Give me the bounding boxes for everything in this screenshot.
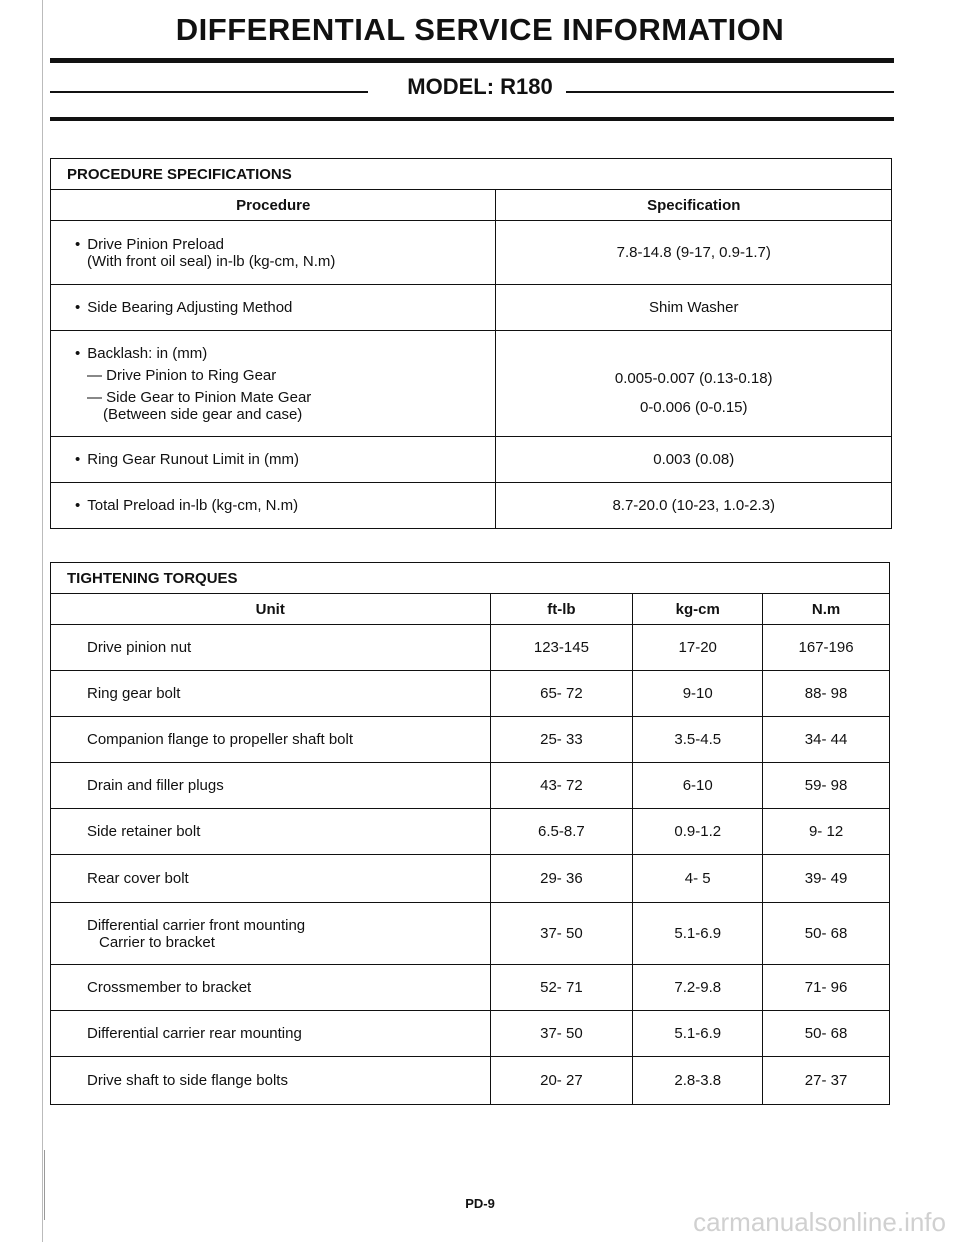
procedure-subtext: (Between side gear and case) — [103, 405, 303, 423]
col-header-ft-lb: ft-lb — [490, 594, 633, 625]
spec-value: 8.7-20.0 (10-23, 1.0-2.3) — [496, 483, 892, 529]
ft-lb-value: 65- 72 — [490, 671, 633, 717]
n-m-value: 59- 98 — [763, 763, 890, 809]
col-header-kg-cm: kg-cm — [633, 594, 763, 625]
unit-label: Drain and filler plugs — [51, 763, 491, 809]
procedure-text: • Side Bearing Adjusting Method — [75, 299, 481, 316]
ft-lb-value: 20- 27 — [490, 1057, 633, 1105]
n-m-value: 9- 12 — [763, 809, 890, 855]
kg-cm-value: 17-20 — [633, 625, 763, 671]
n-m-value: 167-196 — [763, 625, 890, 671]
procedure-text: • Total Preload in-lb (kg-cm, N.m) — [75, 497, 481, 514]
procedure-text: • Backlash: in (mm) — [75, 345, 481, 362]
table-row — [51, 437, 892, 483]
ft-lb-value: 6.5-8.7 — [490, 809, 633, 855]
unit-label: Drive pinion nut — [51, 625, 491, 671]
kg-cm-value: 2.8-3.8 — [633, 1057, 763, 1105]
page-number: PD-9 — [465, 1196, 495, 1211]
n-m-value: 34- 44 — [763, 717, 890, 763]
ft-lb-value: 37- 50 — [490, 903, 633, 965]
procedure-specifications-table — [50, 158, 892, 529]
torques-caption: TIGHTENING TORQUES — [51, 563, 890, 594]
n-m-value: 39- 49 — [763, 855, 890, 903]
model-rule-right — [566, 91, 894, 93]
table-row — [51, 809, 890, 855]
spec-value: 0.005-0.007 (0.13-0.18) — [614, 369, 773, 387]
title-rule-bottom — [50, 117, 894, 121]
spec-value: 0.003 (0.08) — [496, 437, 892, 483]
unit-sublabel: Carrier to bracket — [99, 933, 215, 951]
n-m-value: 27- 37 — [763, 1057, 890, 1105]
n-m-value: 71- 96 — [763, 965, 890, 1011]
ft-lb-value: 123-145 — [490, 625, 633, 671]
watermark: carmanualsonline.info — [693, 1207, 946, 1237]
kg-cm-value: 0.9-1.2 — [633, 809, 763, 855]
unit-label: Ring gear bolt — [51, 671, 491, 717]
kg-cm-value: 5.1-6.9 — [633, 903, 763, 965]
unit-label: Drive shaft to side flange bolts — [51, 1057, 491, 1105]
table-row — [51, 1057, 890, 1105]
spec-value: Shim Washer — [496, 285, 892, 331]
col-header-specification: Specification — [496, 190, 892, 221]
model-label: MODEL: R180 — [407, 74, 553, 99]
kg-cm-value: 4- 5 — [633, 855, 763, 903]
unit-label: Crossmember to bracket — [51, 965, 491, 1011]
table-row — [51, 717, 890, 763]
procedure-text: • Ring Gear Runout Limit in (mm) — [75, 451, 481, 468]
unit-label: Differential carrier rear mounting — [51, 1011, 491, 1057]
kg-cm-value: 6-10 — [633, 763, 763, 809]
table-row — [51, 285, 892, 331]
procedure-subtext: — Side Gear to Pinion Mate Gear — [87, 388, 312, 406]
procedure-specs-caption: PROCEDURE SPECIFICATIONS — [51, 159, 892, 190]
table-row — [51, 625, 890, 671]
kg-cm-value: 7.2-9.8 — [633, 965, 763, 1011]
ft-lb-value: 37- 50 — [490, 1011, 633, 1057]
binding-margin-line — [42, 0, 43, 1242]
tightening-torques-table — [50, 562, 890, 1105]
page-title: DIFFERENTIAL SERVICE INFORMATION — [175, 12, 785, 47]
unit-label: Companion flange to propeller shaft bolt — [51, 717, 491, 763]
col-header-n-m: N.m — [763, 594, 890, 625]
ft-lb-value: 29- 36 — [490, 855, 633, 903]
table-row — [51, 965, 890, 1011]
ft-lb-value: 52- 71 — [490, 965, 633, 1011]
table-row — [51, 855, 890, 903]
kg-cm-value: 3.5-4.5 — [633, 717, 763, 763]
table-row — [51, 671, 890, 717]
table-row — [51, 1011, 890, 1057]
procedure-subtext: (With front oil seal) in-lb (kg-cm, N.m) — [87, 252, 336, 270]
col-header-unit: Unit — [51, 594, 491, 625]
ft-lb-value: 43- 72 — [490, 763, 633, 809]
kg-cm-value: 9-10 — [633, 671, 763, 717]
col-header-procedure: Procedure — [51, 190, 496, 221]
title-rule-top — [50, 58, 894, 63]
table-row — [51, 763, 890, 809]
n-m-value: 88- 98 — [763, 671, 890, 717]
spec-value: 7.8-14.8 (9-17, 0.9-1.7) — [496, 221, 892, 285]
procedure-text: • Drive Pinion Preload — [75, 236, 481, 253]
procedure-subtext: — Drive Pinion to Ring Gear — [87, 366, 277, 384]
n-m-value: 50- 68 — [763, 903, 890, 965]
unit-label: Side retainer bolt — [51, 809, 491, 855]
table-row — [51, 331, 892, 437]
unit-label: Rear cover bolt — [51, 855, 491, 903]
n-m-value: 50- 68 — [763, 1011, 890, 1057]
ft-lb-value: 25- 33 — [490, 717, 633, 763]
spec-value: 0-0.006 (0-0.15) — [639, 398, 748, 416]
table-row — [51, 221, 892, 285]
kg-cm-value: 5.1-6.9 — [633, 1011, 763, 1057]
table-row — [51, 903, 890, 965]
table-row — [51, 483, 892, 529]
unit-label: Differential carrier front mounting — [87, 916, 306, 934]
